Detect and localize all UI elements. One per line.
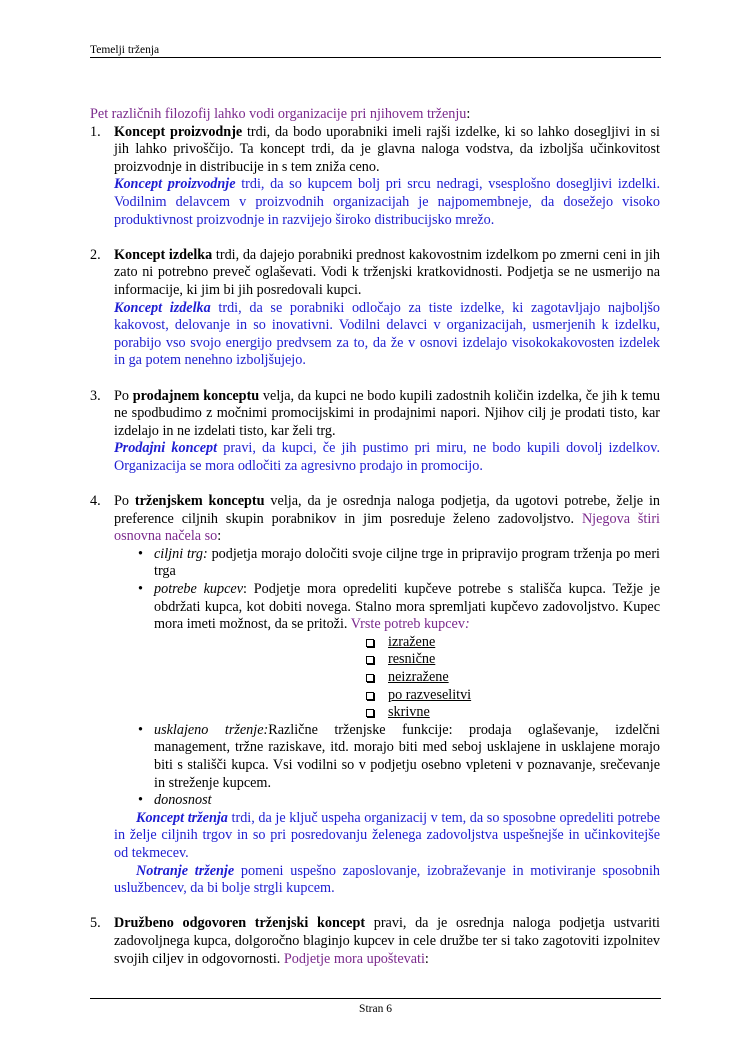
checkbox-square-icon: [366, 692, 374, 700]
intro-text: Pet različnih filozofij lahko vodi organizacije pri njihovem trženju: [90, 106, 467, 122]
note-paragraph: Notranje trženje pomeni uspešno zaposlovanje, izobraževanje in motiviranje sposobnih uslužbencev, da bi bolje strgli kupcem.: [114, 862, 660, 897]
note-paragraph: Koncept trženja trdi, da je ključ uspeha organizacij v tem, da so sposobne opredeliti potrebe in želje ciljnih trgov in so pri posredovanju želenega zadovoljstva uspešnejše in učinkovitejše od tekmecev.: [114, 809, 660, 861]
term-bold: trženjskem konceptu: [134, 493, 265, 510]
need-item: po razveselitvi: [366, 687, 660, 705]
note-paragraph: Koncept proizvodnje trdi, da so kupcem bolj pri srcu nedragi, vsesplošno dosegljivi izdelki. Vodilnim delavcem v proizvodnih organizacijah je najpomembneje, da dosežejo visoko produktivnost proizvodnje in razvijejo široko distribucijsko mrežo.: [114, 176, 660, 228]
list-item-marketing-concept: 4. Po trženjskem konceptu velja, da je osrednja naloga podjetja, da ugotovi potrebe, želje in preference ciljnih skupin porabnikov in jim posreduje želeno zadovoljstvo. Njegova štiri osnovna načela so: • ciljni trg: podjetja morajo določiti svoje ciljne trge in pripravijo program trženja po meri trga • potrebe kupcev: Podjetje mora opredeliti kupčeve potrebe s stališča kupca. Težje je obdržati kupca, kot dobiti novega. Stalno mora spremljati kupčevo zadovoljstvo. Kupec mora imeti možnost, da se pritoži. Vrste potreb kupcev: izražene resnične neizražene po razveselitvi skrivne • usklajeno trženje:Različne trženjske funkcije: prodaja oglaševanje, izdelčni management, tržne raziskave, itd. morajo biti med seboj usklajene in usklajene morajo biti s stališči kupca. Vsi vodilni so v podjetju osebno vpleteni v poznavanje, srečevanje in streženje kupcem. • donosnost Koncept trženja trdi, da je ključ uspeha organizacij v tem, da so sposobne opredeliti potrebe in želje ciljnih trgov in so pri posredovanju želenega zadovoljstva uspešnejše in učinkovitejše od tekmecev. Notranje trženje pomeni uspešno zaposlovanje, izobraževanje in motiviranje sposobnih uslužbencev, da bi bolje strgli kupcem.: [90, 493, 660, 898]
need-item: izražene: [366, 634, 660, 652]
term-bold: Koncept izdelka: [114, 246, 213, 263]
principle-customer-needs: • potrebe kupcev: Podjetje mora opredeliti kupčeve potrebe s stališča kupca. Težje je obdržati kupca, kot dobiti novega. Stalno mora spremljati kupčevo zadovoljstvo. Kupec mora imeti možnost, da se pritoži. Vrste potreb kupcev:: [154, 581, 660, 634]
need-item: resnične: [366, 651, 660, 669]
list-item-product-concept: 2. Koncept izdelka trdi, da dajejo porabniki prednost kakovostnim izdelkom po zmerni ceni in jih zato ni potrebno preveč oglaševati. Vodi k trženjski kratkovidnosti. Podjetja se ne usmerijo na informacije, ki jim bi jih posredovali kupci. Koncept izdelka trdi, da se porabniki odločajo za tiste izdelke, ki zagotavljajo najboljšo kakovost, delovanje in so inovativni. Vodilni delavci v organizacijah, usmerjenih k izdelku, porabijo vso svojo energijo predvsem za to, da že v osnovi izdelajo visokokakovosten izdelek in ga potem nenehno izboljšujejo.: [90, 246, 660, 369]
footer-divider: [90, 998, 661, 999]
principle-integrated-marketing: • usklajeno trženje:Različne trženjske funkcije: prodaja oglaševanje, izdelčni management, tržne raziskave, itd. morajo biti med seboj usklajene in usklajene morajo biti s stališči kupca. Vsi vodilni so v podjetju osebno vpleteni v poznavanje, srečevanje in streženje kupcem.: [154, 722, 660, 792]
checkbox-square-icon: [366, 674, 374, 682]
principles-list-continued: [114, 722, 660, 810]
needs-types-list: [114, 634, 660, 722]
document-body: [90, 106, 660, 986]
term-bold: prodajnem konceptu: [132, 387, 260, 404]
list-item-societal-marketing-concept: 5. Družbeno odgovoren trženjski koncept pravi, da je osrednja naloga podjetja ustvariti zadovoljnega kupca, dolgoročno blaginjo kupcev in cele družbe ter si tako zagotoviti izpolnitev svojih ciljev in odgovornosti. Podjetje mora upoštevati:: [90, 915, 660, 967]
page-header: Temelji trženja: [90, 44, 661, 58]
intro-paragraph: Pet različnih filozofij lahko vodi organizacije pri njihovem trženju:: [90, 106, 471, 122]
term-bold: Družbeno odgovoren trženjski koncept: [114, 915, 366, 932]
need-item: neizražene: [366, 669, 660, 687]
principle-target-market: • ciljni trg: podjetja morajo določiti svoje ciljne trge in pripravijo program trženja po meri trga: [154, 546, 660, 581]
page-number: Stran 6: [359, 1003, 392, 1015]
principle-profitability: • donosnost: [154, 792, 660, 810]
term-bold: Koncept proizvodnje: [114, 123, 243, 140]
list-item-selling-concept: 3. Po prodajnem konceptu velja, da kupci ne bodo kupili zadostnih količin izdelka, če jih k temu ne spodbudimo z močnimi promocijskimi in prodajnimi napori. Njihov cilj je prodati tisto, kar izdelajo in ne izdelati tisto, kar želi trg. Prodajni koncept pravi, da kupci, če jih pustimo pri miru, ne bodo kupili dovolj izdelkov. Organizacija se mora odločiti za agresivno prodajo in promocijo.: [90, 387, 660, 474]
need-item: skrivne: [366, 704, 660, 722]
list-item-production-concept: 1. Koncept proizvodnje trdi, da bodo uporabniki imeli rajši izdelke, ki so lahko dosegljivi in si jih lahko privoščijo. Ta koncept trdi, da je glavna naloga vodstva, da izboljša učinkovitost proizvodnje in distribucije in s tem zniža ceno. Koncept proizvodnje trdi, da so kupcem bolj pri srcu nedragi, vsesplošno dosegljivi izdelki. Vodilnim delavcem v proizvodnih organizacijah je najpomembneje, da dosežejo visoko produktivnost proizvodnje in razvijejo široko distribucijsko mrežo.: [90, 123, 660, 228]
checkbox-square-icon: [366, 639, 374, 647]
note-paragraph: Koncept izdelka trdi, da se porabniki odločajo za tiste izdelke, ki zagotavljajo najboljšo kakovost, delovanje in so inovativni. Vodilni delavci v organizacijah, usmerjenih k izdelku, porabijo vso svojo energijo predvsem za to, da že v osnovi izdelajo visokokakovosten izdelek in ga potem nenehno izboljšujejo.: [114, 299, 660, 369]
philosophies-list: [90, 124, 660, 969]
principles-list: [114, 546, 660, 634]
checkbox-square-icon: [366, 709, 374, 717]
checkbox-square-icon: [366, 656, 374, 664]
note-paragraph: Prodajni koncept pravi, da kupci, če jih pustimo pri miru, ne bodo kupili dovolj izdelkov. Organizacija se mora odločiti za agresivno prodajo in promocijo.: [114, 440, 660, 474]
